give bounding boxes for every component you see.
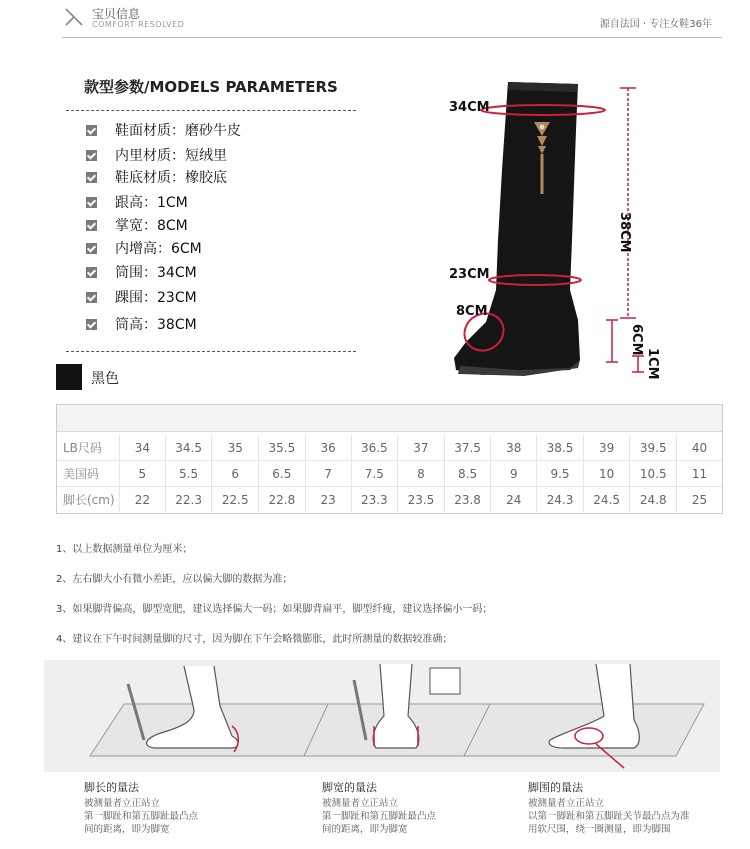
measure-width-line-1: 被测量者立正站立 [322, 798, 399, 809]
table-row-header: 美国码 [57, 461, 119, 487]
section-subtitle: COMFORT RESOLVED [92, 20, 185, 29]
measure-length-line-3: 间的距离，即为脚宽 [84, 824, 170, 835]
checkbox-icon [86, 197, 97, 208]
table-cell: 24.5 [583, 487, 630, 513]
table-cell: 25 [677, 487, 722, 513]
params-divider-top [66, 110, 356, 111]
table-cell: 24.8 [630, 487, 677, 513]
size-table-grid [57, 435, 722, 512]
table-cell: 37.5 [444, 435, 491, 461]
param-row [86, 145, 227, 165]
measure-length-line-1: 被测量者立正站立 [84, 798, 161, 809]
param-row [86, 314, 197, 334]
param-row [86, 120, 241, 140]
boot-dimension-diagram [420, 70, 700, 390]
brand-tagline: 源自法国 · 专注女鞋36年 [599, 19, 712, 30]
table-cell: 9 [491, 461, 537, 487]
measure-length-line-2: 第一脚趾和第五脚趾最凸点 [84, 811, 199, 822]
dim-shaft-height: 38CM [617, 212, 632, 253]
table-cell: 8.5 [444, 461, 491, 487]
dim-shaft-circumference: 34CM [449, 100, 490, 115]
param-ankle-circumference: 踝围：23CM [115, 290, 197, 306]
table-row-header: 脚长(cm) [57, 487, 119, 513]
param-row [86, 192, 188, 212]
boot-shape [454, 82, 580, 375]
param-sole-material: 鞋底材质：橡胶底 [115, 170, 227, 186]
measure-girth-line-1: 被测量者立正站立 [528, 798, 605, 809]
table-row [57, 461, 722, 487]
table-cell: 39 [583, 435, 630, 461]
table-cell: 22 [119, 487, 165, 513]
table-cell: 23 [305, 487, 351, 513]
table-cell: 10 [583, 461, 630, 487]
table-cell: 37 [398, 435, 445, 461]
checkbox-icon [86, 172, 97, 183]
table-cell: 24.3 [537, 487, 584, 513]
table-cell: 22.5 [212, 487, 259, 513]
table-cell: 23.3 [351, 487, 398, 513]
param-upper-material: 鞋面材质：磨砂牛皮 [115, 123, 241, 139]
table-cell: 38.5 [537, 435, 584, 461]
param-shaft-circumference: 筒围：34CM [115, 265, 197, 281]
table-cell: 7 [305, 461, 351, 487]
table-cell: 5 [119, 461, 165, 487]
checkbox-icon [86, 243, 97, 254]
table-cell: 35.5 [259, 435, 306, 461]
table-cell: 24 [491, 487, 537, 513]
measure-girth-line-3: 用软尺围，绕一圈测量，即为脚围 [528, 824, 671, 835]
table-cell: 9.5 [537, 461, 584, 487]
param-lining-material: 内里材质：短绒里 [115, 148, 227, 164]
checkbox-icon [86, 292, 97, 303]
note-3: 3、如果脚背偏高，脚型宽肥，建议选择偏大一码；如果脚背扁平，脚型纤瘦，建议选择偏小一码； [56, 604, 493, 615]
table-cell: 8 [398, 461, 445, 487]
param-row [86, 287, 197, 307]
color-swatch[interactable] [56, 364, 82, 390]
dim-heel: 1CM [645, 348, 660, 380]
checkbox-icon [86, 220, 97, 231]
table-cell: 11 [677, 461, 722, 487]
note-4: 4、建议在下午时间测量脚的尺寸，因为脚在下午会略微膨胀，此时所测量的数据较准确； [56, 634, 453, 645]
table-cell: 10.5 [630, 461, 677, 487]
measure-sketch [44, 660, 720, 772]
dim-ankle-circumference: 23CM [449, 267, 490, 282]
dim-forefoot-width: 8CM [456, 304, 488, 319]
checkbox-icon [86, 125, 97, 136]
param-shaft-height: 筒高：38CM [115, 317, 197, 333]
params-title: 款型参数/MODELS PARAMETERS [84, 78, 338, 96]
param-inner-lift: 内增高：6CM [115, 241, 202, 257]
measure-width-title: 脚宽的量法 [322, 781, 377, 794]
header-divider [62, 37, 722, 38]
measure-width-line-3: 间的距离，即为脚宽 [322, 824, 408, 835]
measure-length-title: 脚长的量法 [84, 781, 139, 794]
size-table-header-bar [57, 405, 722, 432]
table-cell: 38 [491, 435, 537, 461]
measure-illustration [44, 660, 720, 772]
note-1: 1、以上数据测量单位为厘米； [56, 544, 193, 555]
param-row [86, 167, 227, 187]
color-label: 黑色 [91, 371, 119, 387]
params-divider-bottom [66, 351, 356, 352]
table-cell: 5.5 [165, 461, 212, 487]
table-cell: 39.5 [630, 435, 677, 461]
table-cell: 34 [119, 435, 165, 461]
measure-girth-line-2: 以第一脚趾和第五脚趾关节最凸点为准 [528, 811, 690, 822]
table-cell: 36.5 [351, 435, 398, 461]
param-heel-height: 跟高：1CM [115, 195, 188, 211]
size-table [56, 404, 723, 514]
table-cell: 35 [212, 435, 259, 461]
measure-girth-title: 脚围的量法 [528, 781, 583, 794]
table-cell: 36 [305, 435, 351, 461]
table-cell: 22.3 [165, 487, 212, 513]
table-row [57, 435, 722, 461]
param-forefoot-width: 掌宽：8CM [115, 218, 188, 234]
param-row [86, 238, 202, 258]
table-cell: 22.8 [259, 487, 306, 513]
measure-width-line-2: 第一脚趾和第五脚趾最凸点 [322, 811, 437, 822]
table-row [57, 487, 722, 513]
param-row [86, 262, 197, 282]
table-row-header: LB尺码 [63, 441, 102, 455]
table-cell: 40 [677, 435, 722, 461]
note-2: 2、左右脚大小有微小差距，应以偏大脚的数据为准； [56, 574, 293, 585]
table-cell: 23.5 [398, 487, 445, 513]
shop-logo-icon [64, 6, 84, 28]
checkbox-icon [86, 319, 97, 330]
param-row [86, 215, 188, 235]
table-cell: 23.8 [444, 487, 491, 513]
table-cell: 6 [212, 461, 259, 487]
dim-inner-lift: 6CM [629, 324, 644, 356]
table-cell: 34.5 [165, 435, 212, 461]
checkbox-icon [86, 150, 97, 161]
section-title: 宝贝信息 [92, 7, 141, 21]
table-cell: 7.5 [351, 461, 398, 487]
table-cell: 6.5 [259, 461, 306, 487]
checkbox-icon [86, 267, 97, 278]
